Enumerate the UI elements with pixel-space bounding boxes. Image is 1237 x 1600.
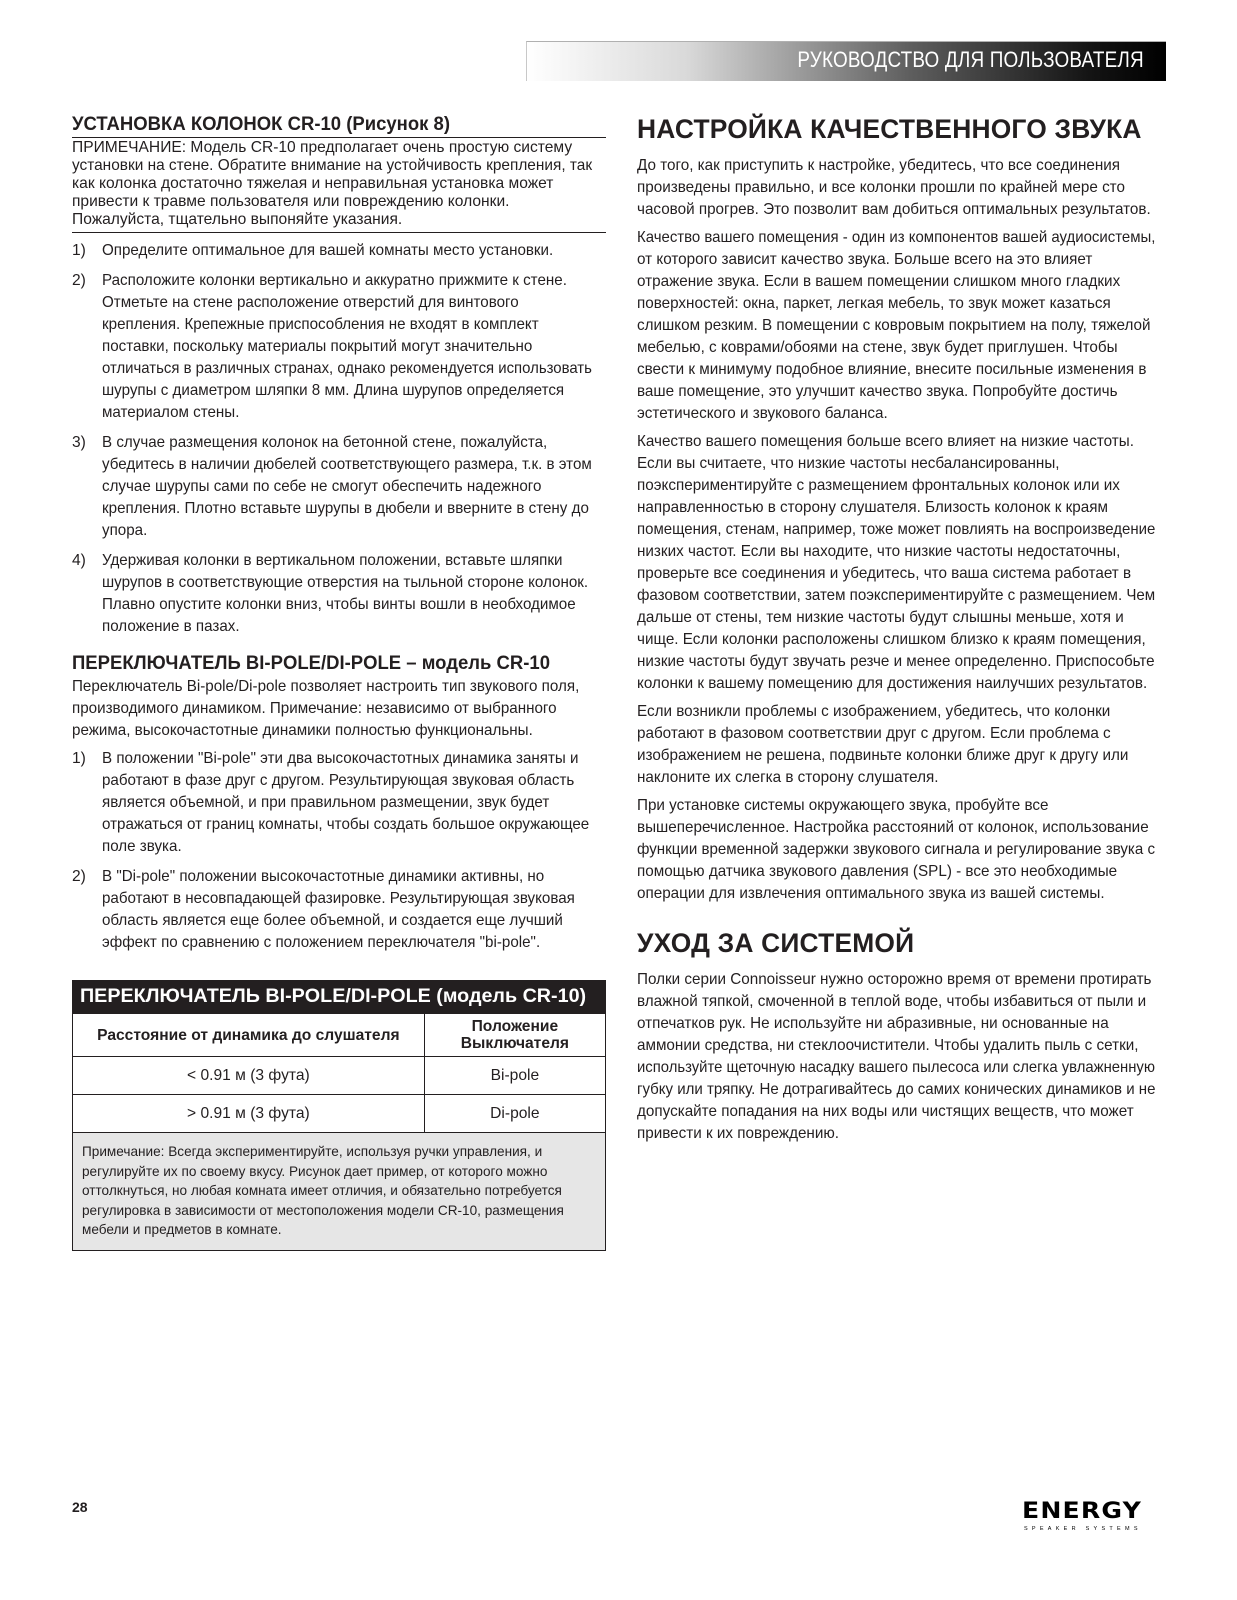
text-line: свести к минимуму подобное влияние, внесите посильные изменения в (637, 361, 1147, 378)
text-line: регулировка в зависимости от местоположения модели CR-10, размещения (82, 1202, 564, 1218)
tuning-paragraph (637, 795, 1167, 905)
text-line: является объемной, и при правильном размещении, звук будет (102, 794, 550, 811)
text-line: эффект по сравнению с положением переключателя "bi-pole". (102, 934, 541, 951)
text-line: режима, высокочастотные динамики полностью функциональны. (72, 722, 533, 739)
switch-table-title: ПЕРЕКЛЮЧАТЕЛЬ BI-POLE/DI-POLE (модель CR-10) (72, 980, 606, 1013)
text-line: отпечатков рук. Не используйте ни абразивные, ни основанные на (637, 1015, 1109, 1032)
text-line: мебелью, с коврами/обоями на стене, звук будет приглушен. Чтобы (637, 339, 1118, 356)
text-line: слишком резким. В помещении с ковровым покрытием на полу, тяжелой (637, 317, 1151, 334)
table-cell-position: Bi-pole (424, 1057, 605, 1095)
list-item (72, 432, 606, 542)
list-item-number: 4) (72, 552, 86, 569)
switch-title: ПЕРЕКЛЮЧАТЕЛЬ BI-POLE/DI-POLE – модель CR-10 (72, 653, 550, 674)
list-item-number: 1) (72, 242, 86, 259)
table-header-distance: Расстояние от динамика до слушателя (73, 1014, 425, 1057)
text-line: дальше от стены, тем низкие частоты будут слышны меньше, хотя и (637, 609, 1124, 626)
text-line: Переключатель Bi-pole/Di-pole позволяет настроить тип звукового поля, (72, 678, 580, 695)
table-cell-distance: > 0.91 м (3 фута) (73, 1095, 425, 1133)
list-item-number: 3) (72, 434, 86, 451)
list-item (72, 550, 606, 638)
text-line: убедитесь в наличии дюбелей соответствующего размера, т.к. в этом (102, 456, 592, 473)
install-title-rule (72, 137, 606, 138)
text-line: Пожалуйста, тщательно выпоняйте указания. (72, 211, 403, 228)
text-line: колонки к вашему помещению для достижения наилучших результатов. (637, 675, 1148, 692)
install-note (72, 139, 606, 233)
text-line: Расположите колонки вертикально и аккуратно прижмите к стене. (102, 272, 567, 289)
table-row (73, 1057, 606, 1095)
text-line: положение в пазах. (102, 618, 240, 635)
text-line: Если возникли проблемы с изображением, убедитесь, что колонки (637, 703, 1111, 720)
energy-logo-graphic (1022, 1494, 1146, 1534)
text-line: операции для извлечения оптимального звука из вашей системы. (637, 885, 1105, 902)
text-line: эстетического и звукового баланса. (637, 405, 888, 422)
tuning-paragraph (637, 431, 1167, 695)
table-header-position-line1: Положение (471, 1018, 559, 1035)
care-paragraph (637, 969, 1167, 1145)
text-line: привести к травме пользователя или повреждению колонки. (72, 193, 510, 210)
text-line: Плавно опустите колонки вниз, чтобы винты вошли в необходимое (102, 596, 576, 613)
page-number: 28 (72, 1499, 88, 1515)
text-line: ПРИМЕЧАНИЕ: Модель CR-10 предполагает очень простую систему (72, 139, 573, 156)
text-line: губку или тряпку. Не дотрагивайтесь до самих конических динамиков и не (637, 1081, 1156, 1098)
list-item-number: 2) (72, 272, 86, 289)
text-line: вышеперечисленное. Настройка расстояний от колонок, использование (637, 819, 1149, 836)
text-line: помощью датчика звукового давления (SPL) - все это необходимые (637, 863, 1118, 880)
text-line: До того, как приступить к настройке, убедитесь, что все соединения (637, 157, 1121, 174)
text-line: Качество вашего помещения - один из компонентов вашей аудиосистемы, (637, 229, 1156, 246)
text-line: отражаться от границ комнаты, чтобы создать большое окружающее (102, 816, 590, 833)
list-item (72, 240, 606, 262)
text-line: материалом стены. (102, 404, 240, 421)
text-line: низких частот. Если вы находите, что низкие частоты недостаточны, (637, 543, 1121, 560)
text-line: привести к их повреждению. (637, 1125, 840, 1142)
text-line: В "Di-pole" положении высокочастотные динамики активны, но (102, 868, 545, 885)
table-cell-position: Di-pole (424, 1095, 605, 1133)
list-item (72, 866, 606, 954)
text-line: крепления. Плотно вставьте шурупы в дюбели и ввернитe в стену до (102, 500, 589, 517)
text-line: Полки серии Connoisseur нужно осторожно время от времени протирать (637, 971, 1152, 988)
text-line: оттолкнуться, но любая комната имеет отличия, и обязательно потребуется (82, 1183, 562, 1198)
text-line: Примечание: Всегда экспериментируйте, используя ручки управления, и (82, 1144, 543, 1159)
energy-logo-sub: SPEAKER SYSTEMS (1024, 1526, 1140, 1532)
text-line: фазовом соответствии, затем поэкспериментируйте с размещением. Чем (637, 587, 1156, 604)
table-row (73, 1095, 606, 1133)
text-line: как колонка достаточно тяжелая и неправильная установка может (72, 175, 554, 192)
text-line: направленностью в сторону слушателя. Близость колонок к краям (637, 499, 1108, 516)
tuning-paragraphs (637, 155, 1167, 905)
text-line: Если вы считаете, что низкие частоты несбалансированны, (637, 455, 1060, 472)
table-header-position-line2: Выключателя (460, 1035, 569, 1052)
text-line: часовой прогрев. Это позволит вам добиться оптимальных результатов. (637, 201, 1151, 218)
text-line: поставки, поскольку материалы покрытий могут значительно (102, 338, 533, 355)
care-title: УХОД ЗА СИСТЕМОЙ (637, 928, 915, 958)
tuning-title: НАСТРОЙКА КАЧЕСТВЕННОГО ЗВУКА (637, 114, 1142, 144)
text-line: упора. (102, 522, 148, 539)
text-line: помещения, стенам, например, тоже может повлиять на воспроизведение (637, 521, 1156, 538)
table-header-row (73, 1014, 606, 1057)
text-line: шурупы с диаметром шляпки 8 мм. Длина шурупов определяется (102, 382, 565, 399)
text-line: поверхностей: окна, паркет, легкая мебель, то звук может казаться (637, 295, 1111, 312)
tuning-paragraph (637, 701, 1167, 789)
text-line: В положении "Bi-pole" эти два высокочастотных динамика заняты и (102, 750, 579, 767)
text-line: проверьте все соединения и убедитесь, что ваша система работает в (637, 565, 1132, 582)
list-item-number: 1) (72, 750, 86, 767)
text-line: наклоните их слегка в сторону слушателя. (637, 769, 939, 786)
list-item (72, 748, 606, 858)
install-steps (72, 240, 606, 638)
text-line: изображением не решена, подвиньте колонки ближе друг к другу или (637, 747, 1129, 764)
switch-intro (72, 676, 606, 742)
switch-steps (72, 748, 606, 954)
text-line: поэкспериментируйте с размещением фронтальных колонок или их (637, 477, 1120, 494)
text-line: крепления. Крепежные приспособления не входят в комплект (102, 316, 539, 333)
text-line: произведены правильно, и все колонки прошли по крайней мере сто (637, 179, 1125, 196)
text-line: Отметьте на стене расположение отверстий для винтового (102, 294, 519, 311)
text-line: область является еще более объемной, и создается еще лучший (102, 912, 563, 929)
tuning-paragraph (637, 227, 1167, 425)
table-cell-distance: < 0.91 м (3 фута) (73, 1057, 425, 1095)
text-line: работают в фазовом соответствии друг с другом. Если проблема с (637, 725, 1111, 742)
text-line: чище. Если колонки расположены слишком близко к краям помещения, (637, 631, 1146, 648)
install-title: УСТАНОВКА КОЛОНОК CR-10 (Рисунок 8) (72, 114, 450, 135)
left-column (72, 113, 606, 1251)
text-line: В случае размещения колонок на бетонной стене, пожалуйста, (102, 434, 548, 451)
table-header-position (424, 1014, 605, 1057)
table-note (72, 1133, 606, 1251)
text-line: функции временной задержки звукового сигнала и регулирование звука с (637, 841, 1156, 858)
header-bar (526, 41, 1166, 81)
text-line: влажной тяпкой, смоченной в теплой воде, чтобы избавиться от пыли и (637, 993, 1147, 1010)
text-line: низкие частоты будут звучать резче и менее определенно. Приспособьте (637, 653, 1155, 670)
switch-table (72, 1013, 606, 1133)
left-column-content (72, 113, 606, 1251)
text-line: Удерживая колонки в вертикальном положении, вставьте шляпки (102, 552, 563, 569)
energy-logo (1022, 1494, 1146, 1534)
text-line: случае шурупы сами по себе не смогут обеспечить надежного (102, 478, 542, 495)
list-item (72, 270, 606, 424)
text-line: отражение звука. Если в вашем помещении слишком много гладких (637, 273, 1121, 290)
text-line: ваше помещение, это улучшит качество звука. Попробуйте достичь (637, 383, 1118, 400)
right-column (637, 113, 1167, 1151)
text-line: регулируйте их по своему вкусу. Рисунок дает пример, от которого можно (82, 1163, 548, 1179)
text-line: отличаться в различных странах, однако рекомендуется использовать (102, 360, 592, 377)
text-line: работают в фазе друг с другом. Результирующая звуковая область (102, 772, 575, 789)
text-line: Определите оптимальное для вашей комнаты место установки. (102, 242, 554, 259)
text-line: производимого динамиком. Примечание: независимо от выбранного (72, 700, 557, 717)
text-line: работают в несовпадающей фазировке. Результирующая звуковая (102, 890, 575, 907)
text-line: допускайте попадания на них воды или чистящих веществ, что может (637, 1103, 1134, 1120)
right-column-content (637, 113, 1167, 1145)
list-item-number: 2) (72, 868, 86, 885)
text-line: шурупов в соответствующие отверстия на тыльной стороне колонок. (102, 574, 589, 591)
text-line: поле звука. (102, 838, 182, 855)
text-line: от которого зависит качество звука. Больше всего на это влияет (637, 251, 1093, 268)
text-line: установки на стене. Обратите внимание на устойчивость крепления, так (72, 157, 593, 174)
text-line: используйте щеточную насадку вашего пылесоса или слегка увлажненную (637, 1059, 1155, 1076)
text-line: аммонии средства, ни стеклоочистители. Чтобы удалить пыль с сетки, (637, 1037, 1139, 1054)
text-line: При установке системы окружающего звука, пробуйте все (637, 797, 1049, 814)
energy-logo-word: ENERGY (1022, 1499, 1143, 1524)
text-line: Качество вашего помещения больше всего влияет на низкие частоты. (637, 433, 1134, 450)
header-title: РУКОВОДСТВО ДЛЯ ПОЛЬЗОВАТЕЛЯ (797, 47, 1144, 72)
text-line: мебели и предметов в комнате. (82, 1222, 282, 1237)
tuning-paragraph (637, 155, 1167, 221)
